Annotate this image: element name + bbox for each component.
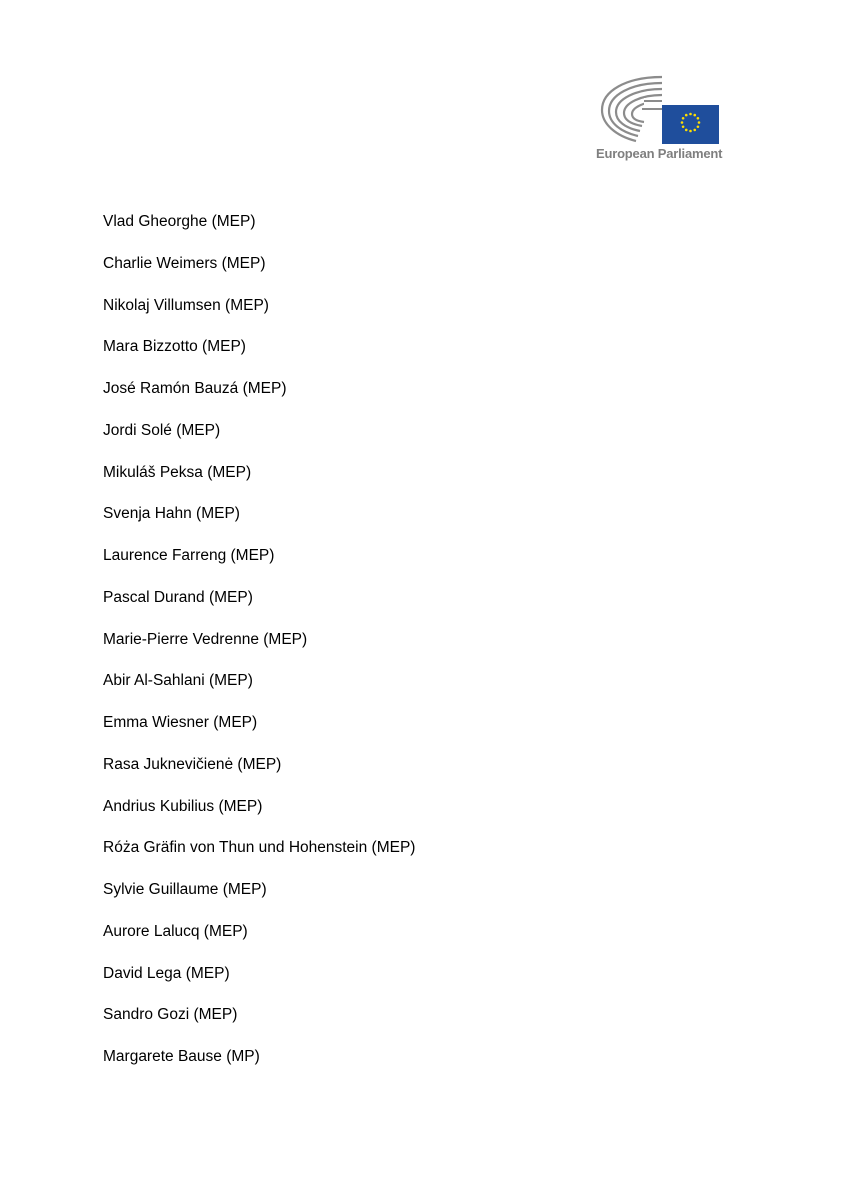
list-item: Andrius Kubilius (MEP) [103, 797, 263, 815]
list-item: Róża Gräfin von Thun und Hohenstein (MEP) [103, 839, 416, 857]
list-item: Margarete Bause (MP) [103, 1048, 260, 1065]
list-item: Mikuláš Peksa (MEP) [103, 463, 252, 481]
list-item: Rasa Juknevičienė (MEP) [103, 755, 282, 773]
list-item: Charlie Weimers (MEP) [103, 254, 266, 272]
list-item: Svenja Hahn (MEP) [103, 505, 240, 523]
list-item: José Ramón Bauzá (MEP) [103, 380, 287, 397]
hemicycle-flag-emblem [596, 74, 722, 144]
list-item: Abir Al-Sahlani (MEP) [103, 672, 253, 690]
list-item: Nikolaj Villumsen (MEP) [103, 296, 269, 314]
list-item: Marie-Pierre Vedrenne (MEP) [103, 630, 308, 648]
list-item: Vlad Gheorghe (MEP) [103, 213, 256, 230]
list-item: Sandro Gozi (MEP) [103, 1006, 238, 1024]
logo-text: European Parliament [596, 146, 723, 161]
list-item: Jordi Solé (MEP) [103, 421, 221, 439]
european-parliament-logo [596, 74, 722, 166]
list-item: Emma Wiesner (MEP) [103, 714, 258, 731]
list-item: Pascal Durand (MEP) [103, 588, 253, 606]
list-item: Mara Bizzotto (MEP) [103, 338, 246, 356]
list-item: Aurore Lalucq (MEP) [103, 922, 248, 940]
eu-flag-icon [662, 105, 719, 144]
name-list [103, 212, 415, 1089]
list-item: Laurence Farreng (MEP) [103, 547, 275, 564]
list-item: David Lega (MEP) [103, 964, 230, 982]
list-item: Sylvie Guillaume (MEP) [103, 881, 267, 898]
